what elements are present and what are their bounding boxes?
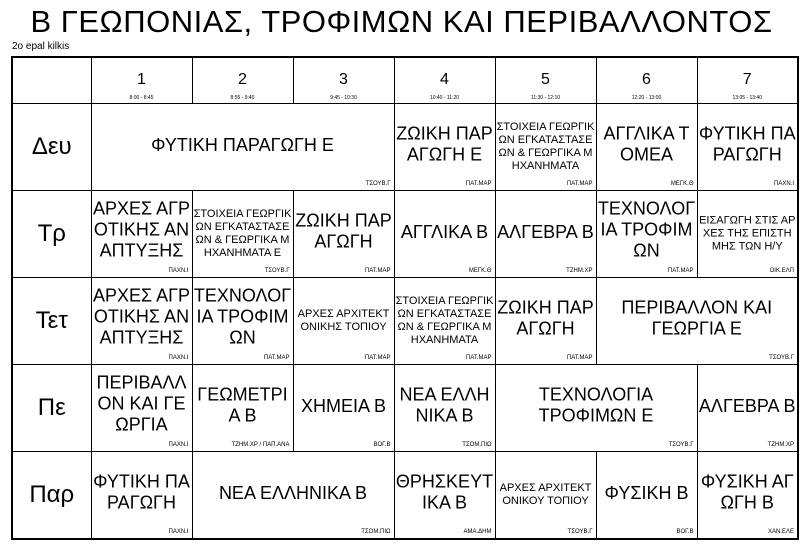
day-label: Παρ xyxy=(12,452,91,539)
lesson-subject: ΠΕΡΙΒΑΛΛΟΝ ΚΑΙ ΓΕΩΡΓΙΑ Ε xyxy=(621,297,773,339)
school-name: 2o epal kilkis xyxy=(12,41,70,52)
page-title: Β ΓΕΩΠΟΝΙΑΣ, ΤΡΟΦΙΜΩΝ ΚΑΙ ΠΕΡΙΒΑΛΛΟΝΤΟΣ xyxy=(30,4,773,39)
lesson-teacher: ΜΕΓΚ.Θ xyxy=(468,267,492,274)
lesson-cell[interactable] xyxy=(596,452,697,539)
lesson-cell[interactable] xyxy=(91,452,192,539)
lesson-cell[interactable] xyxy=(394,103,495,190)
lesson-subject: ΖΩΙΚΗ ΠΑΡΑΓΩΓΗ Ε xyxy=(396,123,493,165)
lesson-cell[interactable] xyxy=(293,277,394,364)
lesson-cell[interactable] xyxy=(192,452,394,539)
lesson-subject: ΦΥΣΙΚΗ Β xyxy=(604,483,689,504)
day-label: Τρ xyxy=(12,190,91,277)
period-time: 12:20 - 13:00 xyxy=(631,94,662,101)
lesson-teacher: ΠΑΧΝ.Ι xyxy=(773,180,794,187)
period-time: 8:55 - 9:40 xyxy=(230,94,255,101)
day-label: Τετ xyxy=(12,277,91,364)
lesson-subject: ΧΗΜΕΙΑ Β xyxy=(300,396,387,417)
lesson-teacher: ΟΙΚ.ΕΛΠ xyxy=(769,267,794,274)
lesson-cell[interactable] xyxy=(596,190,697,277)
lesson-subject: ΖΩΙΚΗ ΠΑΡΑΓΩΓΗ xyxy=(497,297,594,339)
period-number: 4 xyxy=(440,71,449,88)
lesson-subject: ΦΥΣΙΚΗ ΑΓΩΓΗ Β xyxy=(700,471,794,513)
lesson-subject: ΦΥΤΙΚΗ ΠΑΡΑΓΩΓΗ Ε xyxy=(151,134,334,155)
lesson-cell[interactable] xyxy=(495,277,596,364)
day-row xyxy=(12,190,798,277)
lesson-teacher: ΜΕΓΚ.Θ xyxy=(670,180,694,187)
lesson-teacher: ΒΟΓ.Β xyxy=(676,529,694,535)
lesson-cell[interactable] xyxy=(697,103,798,190)
period-header-5 xyxy=(495,57,596,103)
period-header-7 xyxy=(697,57,798,103)
period-time: 11:30 - 12:10 xyxy=(530,94,561,101)
lesson-subject: ΠΕΡΙΒΑΛΛΟΝ ΚΑΙ ΓΕΩΡΓΙΑ xyxy=(96,372,187,435)
lesson-teacher: ΠΑΧΝ.Ι xyxy=(168,267,189,274)
period-number: 3 xyxy=(339,71,348,88)
period-number: 6 xyxy=(642,71,651,88)
lesson-teacher: ΠΑΤ.ΜΑΡ xyxy=(667,267,694,274)
lesson-cell[interactable] xyxy=(697,452,798,539)
day-row xyxy=(12,365,798,452)
lesson-cell[interactable] xyxy=(91,365,192,452)
lesson-teacher: ΤΖΗΜ.ΧΡ / ΠΑΠ.ΑΝΑ xyxy=(231,442,290,449)
lesson-cell[interactable] xyxy=(192,365,293,452)
lesson-teacher: ΤΣΟΜ.ΠΙΩ xyxy=(462,442,492,449)
period-header-row xyxy=(12,57,798,103)
lesson-subject: ΘΡΗΣΚΕΥΤΙΚΑ Β xyxy=(395,471,494,513)
lesson-teacher: ΠΑΤ.ΜΑΡ xyxy=(364,355,391,362)
day-label: Πε xyxy=(12,365,91,452)
lesson-cell[interactable] xyxy=(495,365,697,452)
lesson-cell[interactable] xyxy=(495,452,596,539)
period-header-3 xyxy=(293,57,394,103)
lesson-cell[interactable] xyxy=(91,190,192,277)
period-header-4 xyxy=(394,57,495,103)
lesson-teacher: ΠΑΤ.ΜΑΡ xyxy=(566,180,593,187)
day-label: Δευ xyxy=(12,103,91,190)
period-time: 9:45 - 10:30 xyxy=(330,94,357,101)
lesson-cell[interactable] xyxy=(192,190,293,277)
lesson-teacher: ΤΣΟΥΒ.Γ xyxy=(365,180,391,187)
lesson-cell[interactable] xyxy=(394,452,495,539)
corner-cell xyxy=(12,57,91,103)
lesson-subject: ΕΙΣΑΓΩΓΗ ΣΤΙΣ ΑΡΧΕΣ ΤΗΣ ΕΠΙΣΤΗΜΗΣ ΤΩΝ Η/Υ xyxy=(699,214,796,253)
timetable xyxy=(11,56,799,540)
lesson-teacher: ΠΑΤ.ΜΑΡ xyxy=(465,180,492,187)
lesson-subject: ΤΕΧΝΟΛΟΓΙΑ ΤΡΟΦΙΜΩΝ Ε xyxy=(538,384,654,426)
lesson-teacher: ΤΣΟΥΒ.Γ xyxy=(567,529,593,535)
day-row xyxy=(12,103,798,190)
period-time: 13:05 - 13:40 xyxy=(732,94,762,101)
period-time: 8:00 - 8:45 xyxy=(129,94,154,101)
lesson-subject: ΣΤΟΙΧΕΙΑ ΓΕΩΡΓΙΚΩΝ ΕΓΚΑΤΑΣΤΑΣΕΩΝ & ΓΕΩΡΓΙΚΑ ΜΗΧΑΝΗΜΑΤΑ xyxy=(395,295,494,347)
lesson-teacher: ΠΑΤ.ΜΑΡ xyxy=(364,267,391,274)
lesson-cell[interactable] xyxy=(394,277,495,364)
lesson-subject: ΤΕΧΝΟΛΟΓΙΑ ΤΡΟΦΙΜΩΝ xyxy=(597,198,696,261)
lesson-subject: ΓΕΩΜΕΤΡΙΑ Β xyxy=(197,384,288,426)
lesson-cell[interactable] xyxy=(697,365,798,452)
lesson-teacher: ΠΑΧΝ.Ι xyxy=(168,355,189,362)
period-header-2 xyxy=(192,57,293,103)
lesson-subject: ΑΓΓΛΙΚΑ ΤΟΜΕΑ xyxy=(603,123,690,165)
lesson-cell[interactable] xyxy=(394,190,495,277)
period-number: 5 xyxy=(541,71,550,88)
lesson-cell[interactable] xyxy=(293,190,394,277)
lesson-teacher: ΠΑΤ.ΜΑΡ xyxy=(263,355,290,362)
day-row xyxy=(12,277,798,364)
period-number: 7 xyxy=(742,71,752,88)
lesson-cell[interactable] xyxy=(697,190,798,277)
lesson-teacher: ΑΜΑ.ΔΗΜ xyxy=(463,529,492,535)
lesson-subject: ΑΡΧΕΣ ΑΓΡΟΤΙΚΗΣ ΑΝΑΠΤΥΞΗΣ xyxy=(92,285,191,348)
lesson-subject: ΑΡΧΕΣ ΑΓΡΟΤΙΚΗΣ ΑΝΑΠΤΥΞΗΣ xyxy=(92,198,191,261)
period-number: 2 xyxy=(238,71,247,88)
lesson-teacher: ΤΣΟΥΒ.Γ xyxy=(769,355,794,362)
lesson-teacher: ΧΑΝ.ΕΛΕ xyxy=(767,529,794,535)
lesson-subject: ΤΕΧΝΟΛΟΓΙΑ ΤΡΟΦΙΜΩΝ xyxy=(193,285,292,348)
lesson-subject: ΑΛΓΕΒΡΑ Β xyxy=(698,396,796,417)
lesson-subject: ΝΕΑ ΕΛΛΗΝΙΚΑ Β xyxy=(218,483,368,504)
lesson-teacher: ΤΣΟΥΒ.Γ xyxy=(264,267,290,274)
lesson-cell[interactable] xyxy=(192,277,293,364)
lesson-teacher: ΤΣΟΜ.ΠΙΩ xyxy=(361,529,391,535)
period-time: 10:40 - 11:20 xyxy=(429,94,460,101)
lesson-cell[interactable] xyxy=(596,103,697,190)
period-header-6 xyxy=(596,57,697,103)
period-header-1 xyxy=(91,57,192,103)
lesson-subject: ΝΕΑ ΕΛΛΗΝΙΚΑ Β xyxy=(399,384,490,426)
lesson-cell[interactable] xyxy=(293,365,394,452)
timetable-body xyxy=(12,57,798,539)
lesson-teacher: ΤΖΗΜ.ΧΡ xyxy=(767,442,794,449)
lesson-teacher: ΤΖΗΜ.ΧΡ xyxy=(566,267,593,274)
lesson-cell[interactable] xyxy=(91,277,192,364)
lesson-teacher: ΤΣΟΥΒ.Γ xyxy=(668,442,694,449)
lesson-teacher: ΠΑΤ.ΜΑΡ xyxy=(465,355,492,362)
lesson-teacher: ΒΟΓ.Β xyxy=(373,442,391,449)
lesson-subject: ΦΥΤΙΚΗ ΠΑΡΑΓΩΓΗ xyxy=(93,471,190,513)
day-row xyxy=(12,452,798,539)
lesson-teacher: ΠΑΧΝ.Ι xyxy=(168,529,189,535)
lesson-cell[interactable] xyxy=(596,277,798,364)
lesson-subject: ΣΤΟΙΧΕΙΑ ΓΕΩΡΓΙΚΩΝ ΕΓΚΑΤΑΣΤΑΣΕΩΝ & ΓΕΩΡΓΙΚΑ ΜΗΧΑΝΗΜΑΤΑ Ε xyxy=(193,207,292,259)
lesson-subject: ΖΩΙΚΗ ΠΑΡΑΓΩΓΗ xyxy=(295,210,392,252)
lesson-teacher: ΠΑΧΝ.Ι xyxy=(168,442,189,449)
lesson-subject: ΑΛΓΕΒΡΑ Β xyxy=(497,222,594,243)
lesson-subject: ΑΡΧΕΣ ΑΡΧΙΤΕΚΤΟΝΙΚΟΥ ΤΟΠΙΟΥ xyxy=(499,482,592,508)
lesson-subject: ΑΡΧΕΣ ΑΡΧΙΤΕΚΤΟΝΙΚΗΣ ΤΟΠΙΟΥ xyxy=(297,308,390,334)
lesson-subject: ΦΥΤΙΚΗ ΠΑΡΑΓΩΓΗ xyxy=(698,123,796,165)
lesson-cell[interactable] xyxy=(495,103,596,190)
lesson-subject: ΑΓΓΛΙΚΑ Β xyxy=(400,222,489,243)
lesson-cell[interactable] xyxy=(495,190,596,277)
lesson-cell[interactable] xyxy=(394,365,495,452)
lesson-teacher: ΠΑΤ.ΜΑΡ xyxy=(566,355,593,362)
lesson-cell[interactable] xyxy=(91,103,394,190)
lesson-subject: ΣΤΟΙΧΕΙΑ ΓΕΩΡΓΙΚΩΝ ΕΓΚΑΤΑΣΤΑΣΕΩΝ & ΓΕΩΡΓΙΚΑ ΜΗΧΑΝΗΜΑΤΑ xyxy=(496,120,595,172)
period-number: 1 xyxy=(137,71,146,88)
